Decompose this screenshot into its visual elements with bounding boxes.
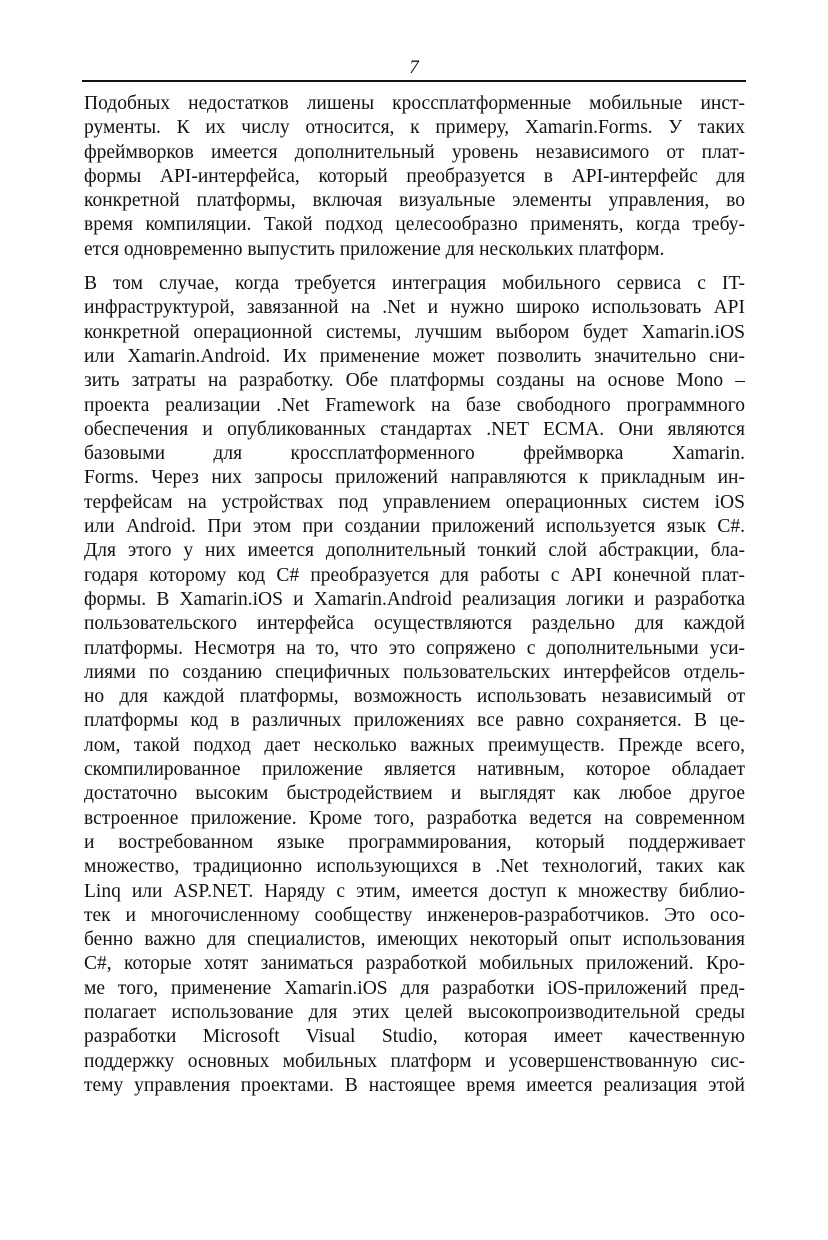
text-line: формы API-интерфейса, который преобразуется в API-интерфейс для bbox=[84, 165, 745, 187]
text-line: тему управления проектами. В настоящее время имеется реализация этой bbox=[84, 1074, 745, 1096]
text-line: бенно важно для специалистов, имеющих некоторый опыт использования bbox=[84, 929, 745, 951]
text-line: разработки Microsoft Visual Studio, которая имеет качественную bbox=[84, 1026, 745, 1048]
text-line: ме того, применение Xamarin.iOS для разработки iOS-приложений пред- bbox=[84, 977, 745, 999]
text-line: фреймворков имеется дополнительный уровень независимого от плат- bbox=[84, 141, 745, 163]
text-line: поддержку основных мобильных платформ и усовершенствованную сис- bbox=[84, 1050, 745, 1072]
text-line: В том случае, когда требуется интеграция мобильного сервиса с IT- bbox=[84, 273, 745, 295]
text-line: встроенное приложение. Кроме того, разработка ведется на современном bbox=[84, 807, 745, 829]
text-line: годаря которому код C# преобразуется для работы с API конечной плат- bbox=[84, 564, 745, 586]
text-line: C#, которые хотят заниматься разработкой мобильных приложений. Кро- bbox=[84, 953, 745, 975]
text-line: пользовательского интерфейса осуществляются раздельно для каждой bbox=[84, 613, 745, 635]
text-line: Подобных недостатков лишены кроссплатформенные мобильные инст- bbox=[84, 93, 745, 114]
text-line: множество, традиционно использующихся в .Net технологий, таких как bbox=[84, 856, 745, 878]
text-line: лом, такой подход дает несколько важных преимуществ. Прежде всего, bbox=[84, 734, 745, 756]
text-line: полагает использование для этих целей высокопроизводительной среды bbox=[84, 1001, 745, 1023]
page-number: 7 bbox=[409, 57, 419, 78]
text-line: Linq или ASP.NET. Наряду с этим, имеется доступ к множеству библио- bbox=[84, 880, 745, 902]
text-line: рументы. К их числу относится, к примеру, Xamarin.Forms. У таких bbox=[84, 117, 745, 139]
text-line: базовыми для кроссплатформенного фреймворка Xamarin. bbox=[84, 443, 745, 465]
text-line: и востребованном языке программирования, который поддерживает bbox=[84, 831, 745, 853]
paragraph bbox=[84, 272, 745, 1098]
body-text bbox=[84, 92, 745, 1098]
text-line: конкретной платформы, включая визуальные элементы управления, во bbox=[84, 190, 745, 212]
text-line: обеспечения и опубликованных стандартах .NET ECMA. Они являются bbox=[84, 418, 745, 440]
text-line: инфраструктурой, завязанной на .Net и нужно широко использовать API bbox=[84, 297, 745, 319]
text-line: Forms. Через них запросы приложений направляются к прикладным ин- bbox=[84, 467, 745, 489]
text-line: тек и многочисленному сообществу инженеров-разработчиков. Это осо- bbox=[84, 904, 745, 926]
text-line: платформы. Несмотря на то, что это сопряжено с дополнительными уси- bbox=[84, 637, 745, 659]
header-rule bbox=[82, 80, 746, 82]
text-line: зить затраты на разработку. Обе платформы созданы на основе Mono – bbox=[84, 370, 745, 392]
text-line: или Xamarin.Android. Их применение может позволить значительно сни- bbox=[84, 345, 745, 367]
text-line: терфейсам на устройствах под управлением операционных систем iOS bbox=[84, 491, 745, 513]
text-line: но для каждой платформы, возможность использовать независимый от bbox=[84, 686, 745, 708]
text-line: ется одновременно выпустить приложение для нескольких платформ. bbox=[84, 238, 665, 260]
text-line: проекта реализации .Net Framework на базе свободного программного bbox=[84, 394, 745, 416]
text-line: или Android. При этом при создании приложений используется язык C#. bbox=[84, 516, 745, 538]
text-line: достаточно высоким быстродействием и выглядят как любое другое bbox=[84, 783, 745, 805]
text-line: скомпилированное приложение является нативным, которое обладает bbox=[84, 759, 745, 781]
paragraph-gap bbox=[84, 262, 745, 272]
text-line: Для этого у них имеется дополнительный тонкий слой абстракции, бла- bbox=[84, 540, 745, 562]
paragraph bbox=[84, 92, 745, 262]
text-line: платформы код в различных приложениях все равно сохраняется. В це- bbox=[84, 710, 745, 732]
text-line: лиями по созданию специфичных пользовательских интерфейсов отдель- bbox=[84, 661, 745, 683]
text-line: формы. В Xamarin.iOS и Xamarin.Android реализация логики и разработка bbox=[84, 588, 745, 610]
text-line: конкретной операционной системы, лучшим выбором будет Xamarin.iOS bbox=[84, 321, 745, 343]
text-line: время компиляции. Такой подход целесообразно применять, когда требу- bbox=[84, 214, 745, 236]
